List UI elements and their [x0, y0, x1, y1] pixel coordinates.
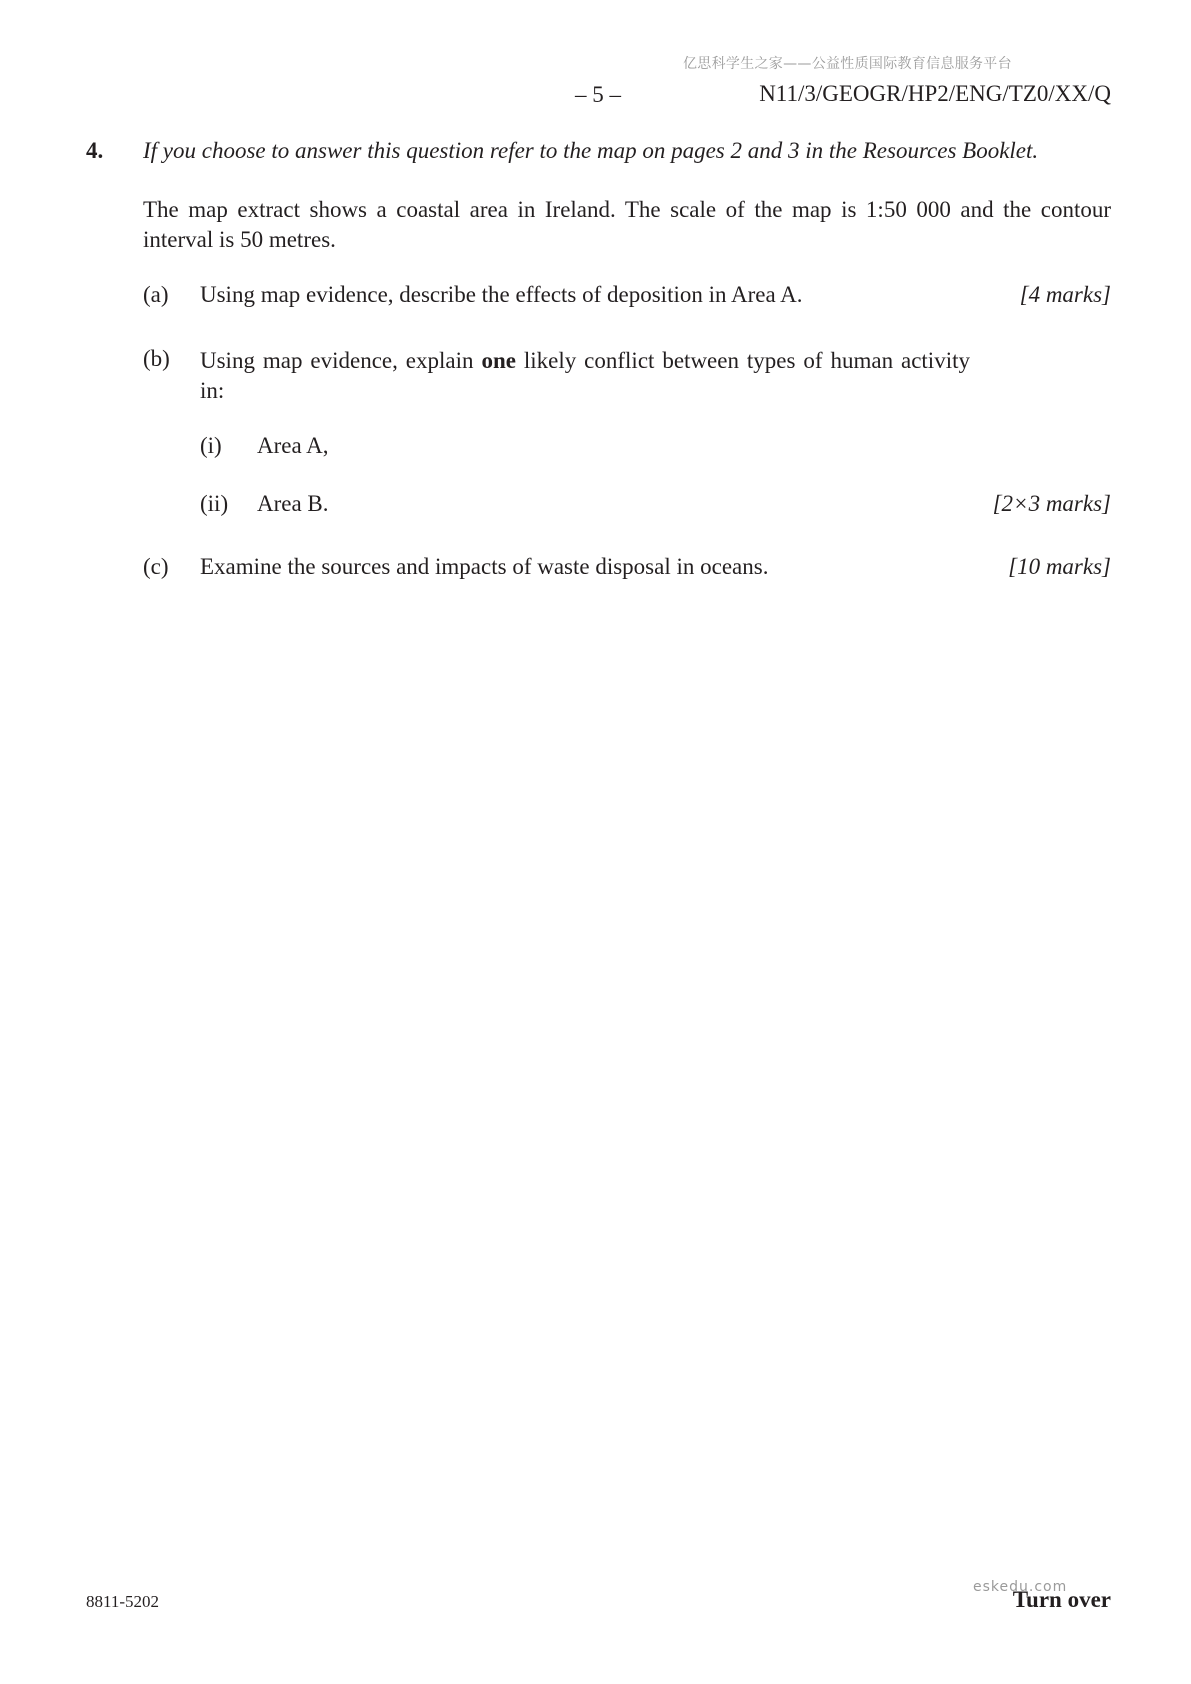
part-b-ii-text: Area B. — [257, 491, 329, 516]
part-b-i-text: Area A, — [257, 433, 329, 458]
part-a-label: (a) — [143, 282, 169, 307]
part-b-ii-label: (ii) — [200, 491, 229, 516]
part-a-text: Using map evidence, describe the effects of deposition in Area A. — [200, 282, 803, 307]
question-number: 4. — [86, 138, 104, 163]
part-b-text-before: Using map evidence, explain — [200, 348, 482, 373]
document-code: N11/3/GEOGR/HP2/ENG/TZ0/XX/Q — [759, 81, 1111, 106]
part-b-i-label: (i) — [200, 433, 222, 458]
part-b-text-after: likely conflict between types of human activity in: — [200, 348, 970, 403]
turn-over-label: Turn over — [1012, 1587, 1111, 1612]
part-b-label: (b) — [143, 346, 170, 371]
question-intro: The map extract shows a coastal area in Ireland. The scale of the map is 1:50 000 and the contour interval is 50 metres. — [143, 197, 1111, 252]
footer-watermark: eskedu.com — [973, 1579, 1068, 1595]
footer-code: 8811-5202 — [86, 1592, 160, 1611]
part-c-text: Examine the sources and impacts of waste disposal in oceans. — [200, 554, 769, 579]
part-a-marks: [4 marks] — [1019, 282, 1111, 307]
part-c-label: (c) — [143, 554, 169, 579]
part-b-marks: [2×3 marks] — [992, 491, 1111, 516]
header-watermark: 亿思科学生之家——公益性质国际教育信息服务平台 — [683, 56, 1012, 72]
question-instruction: If you choose to answer this question refer to the map on pages 2 and 3 in the Resources Booklet. — [143, 138, 1039, 163]
part-b-text-bold: one — [481, 348, 516, 373]
part-b-text — [200, 346, 970, 406]
part-c-marks: [10 marks] — [1008, 554, 1111, 579]
page-number: – 5 – — [575, 82, 621, 107]
